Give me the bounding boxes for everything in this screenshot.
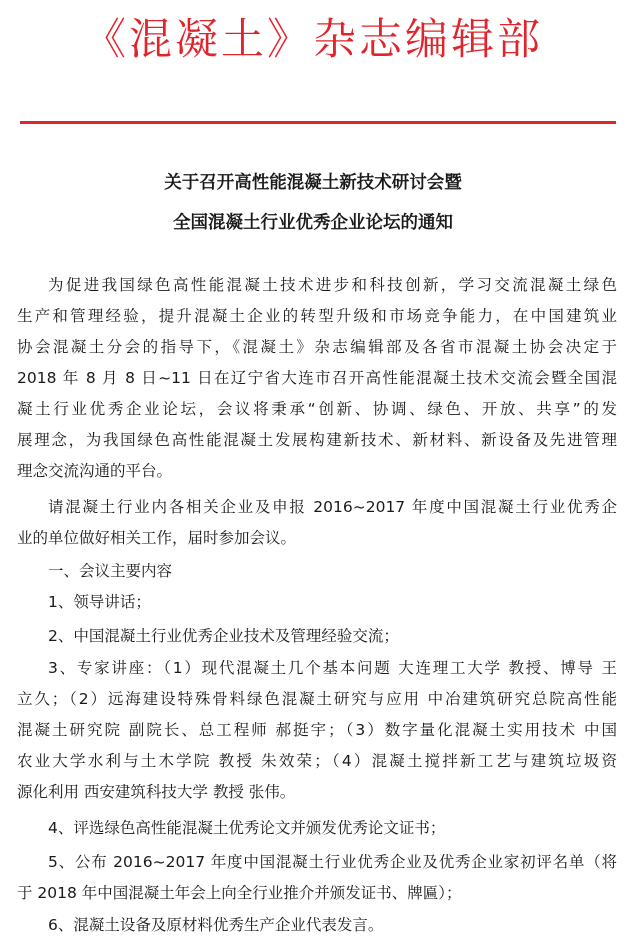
list-item: 2、中国混凝土行业优秀企业技术及管理经验交流； — [48, 627, 399, 645]
paragraph-1-line: 协会混凝土分会的指导下，《混凝土》杂志编辑部及各省市混凝土协会决定于 — [17, 338, 617, 356]
list-item-line: 源化利用 西安建筑科技大学 教授 张伟。 — [17, 783, 296, 801]
paragraph-1-line: 理念交流沟通的平台。 — [17, 462, 173, 480]
masthead-divider — [20, 121, 616, 124]
list-item: 4、评选绿色高性能混凝土优秀论文并颁发优秀论文证书； — [48, 819, 446, 837]
paragraph-1-line: 展理念，为我国绿色高性能混凝土发展构建新技术、新材料、新设备及先进管理 — [17, 431, 617, 449]
paragraph-1-line: 凝土行业优秀企业论坛，会议将秉承“创新、协调、绿色、开放、共享”的发 — [17, 400, 617, 418]
list-item-line: 5、公布 2016~2017 年度中国混凝土行业优秀企业及优秀企业家初评名单（将 — [48, 853, 617, 871]
paragraph-1-line: 为促进我国绿色高性能混凝土技术进步和科技创新，学习交流混凝土绿色 — [48, 276, 617, 294]
masthead-title: 《混凝土》杂志编辑部 — [83, 15, 543, 65]
list-item-line: 3、专家讲座：（1）现代混凝土几个基本问题 大连理工大学 教授、博导 王 — [48, 659, 617, 677]
paragraph-2-line: 请混凝土行业内各相关企业及申报 2016~2017 年度中国混凝土行业优秀企 — [48, 498, 617, 516]
paragraph-2-line: 业的单位做好相关工作，届时参加会议。 — [17, 529, 297, 547]
list-item-line: 立久；（2）远海建设特殊骨料绿色混凝土研究与应用 中冶建筑研究总院高性能 — [17, 690, 617, 708]
list-item: 6、混凝土设备及原材料优秀生产企业代表发言。 — [48, 916, 384, 934]
paragraph-1-line: 2018 年 8 月 8 日~11 日在辽宁省大连市召开高性能混凝土技术交流会暨全国混 — [17, 369, 617, 387]
paragraph-1-line: 生产和管理经验，提升混凝土企业的转型升级和市场竞争能力，在中国建筑业 — [17, 307, 617, 325]
list-item-line: 于 2018 年中国混凝土年会上向全行业推介并颁发证书、牌匾）； — [17, 884, 462, 902]
list-item-line: 农业大学水利与土木学院 教授 朱效荣；（4）混凝土搅拌新工艺与建筑垃圾资 — [17, 752, 617, 770]
list-item-line: 混凝土研究院 副院长、总工程师 郝挺宇；（3）数字量化混凝土实用技术 中国 — [17, 721, 617, 739]
notice-title-line-2: 全国混凝土行业优秀企业论坛的通知 — [173, 213, 453, 233]
section-heading: 一、会议主要内容 — [48, 562, 173, 580]
list-item: 1、领导讲话； — [48, 593, 151, 611]
notice-title-line-1: 关于召开高性能混凝土新技术研讨会暨 — [164, 173, 462, 193]
